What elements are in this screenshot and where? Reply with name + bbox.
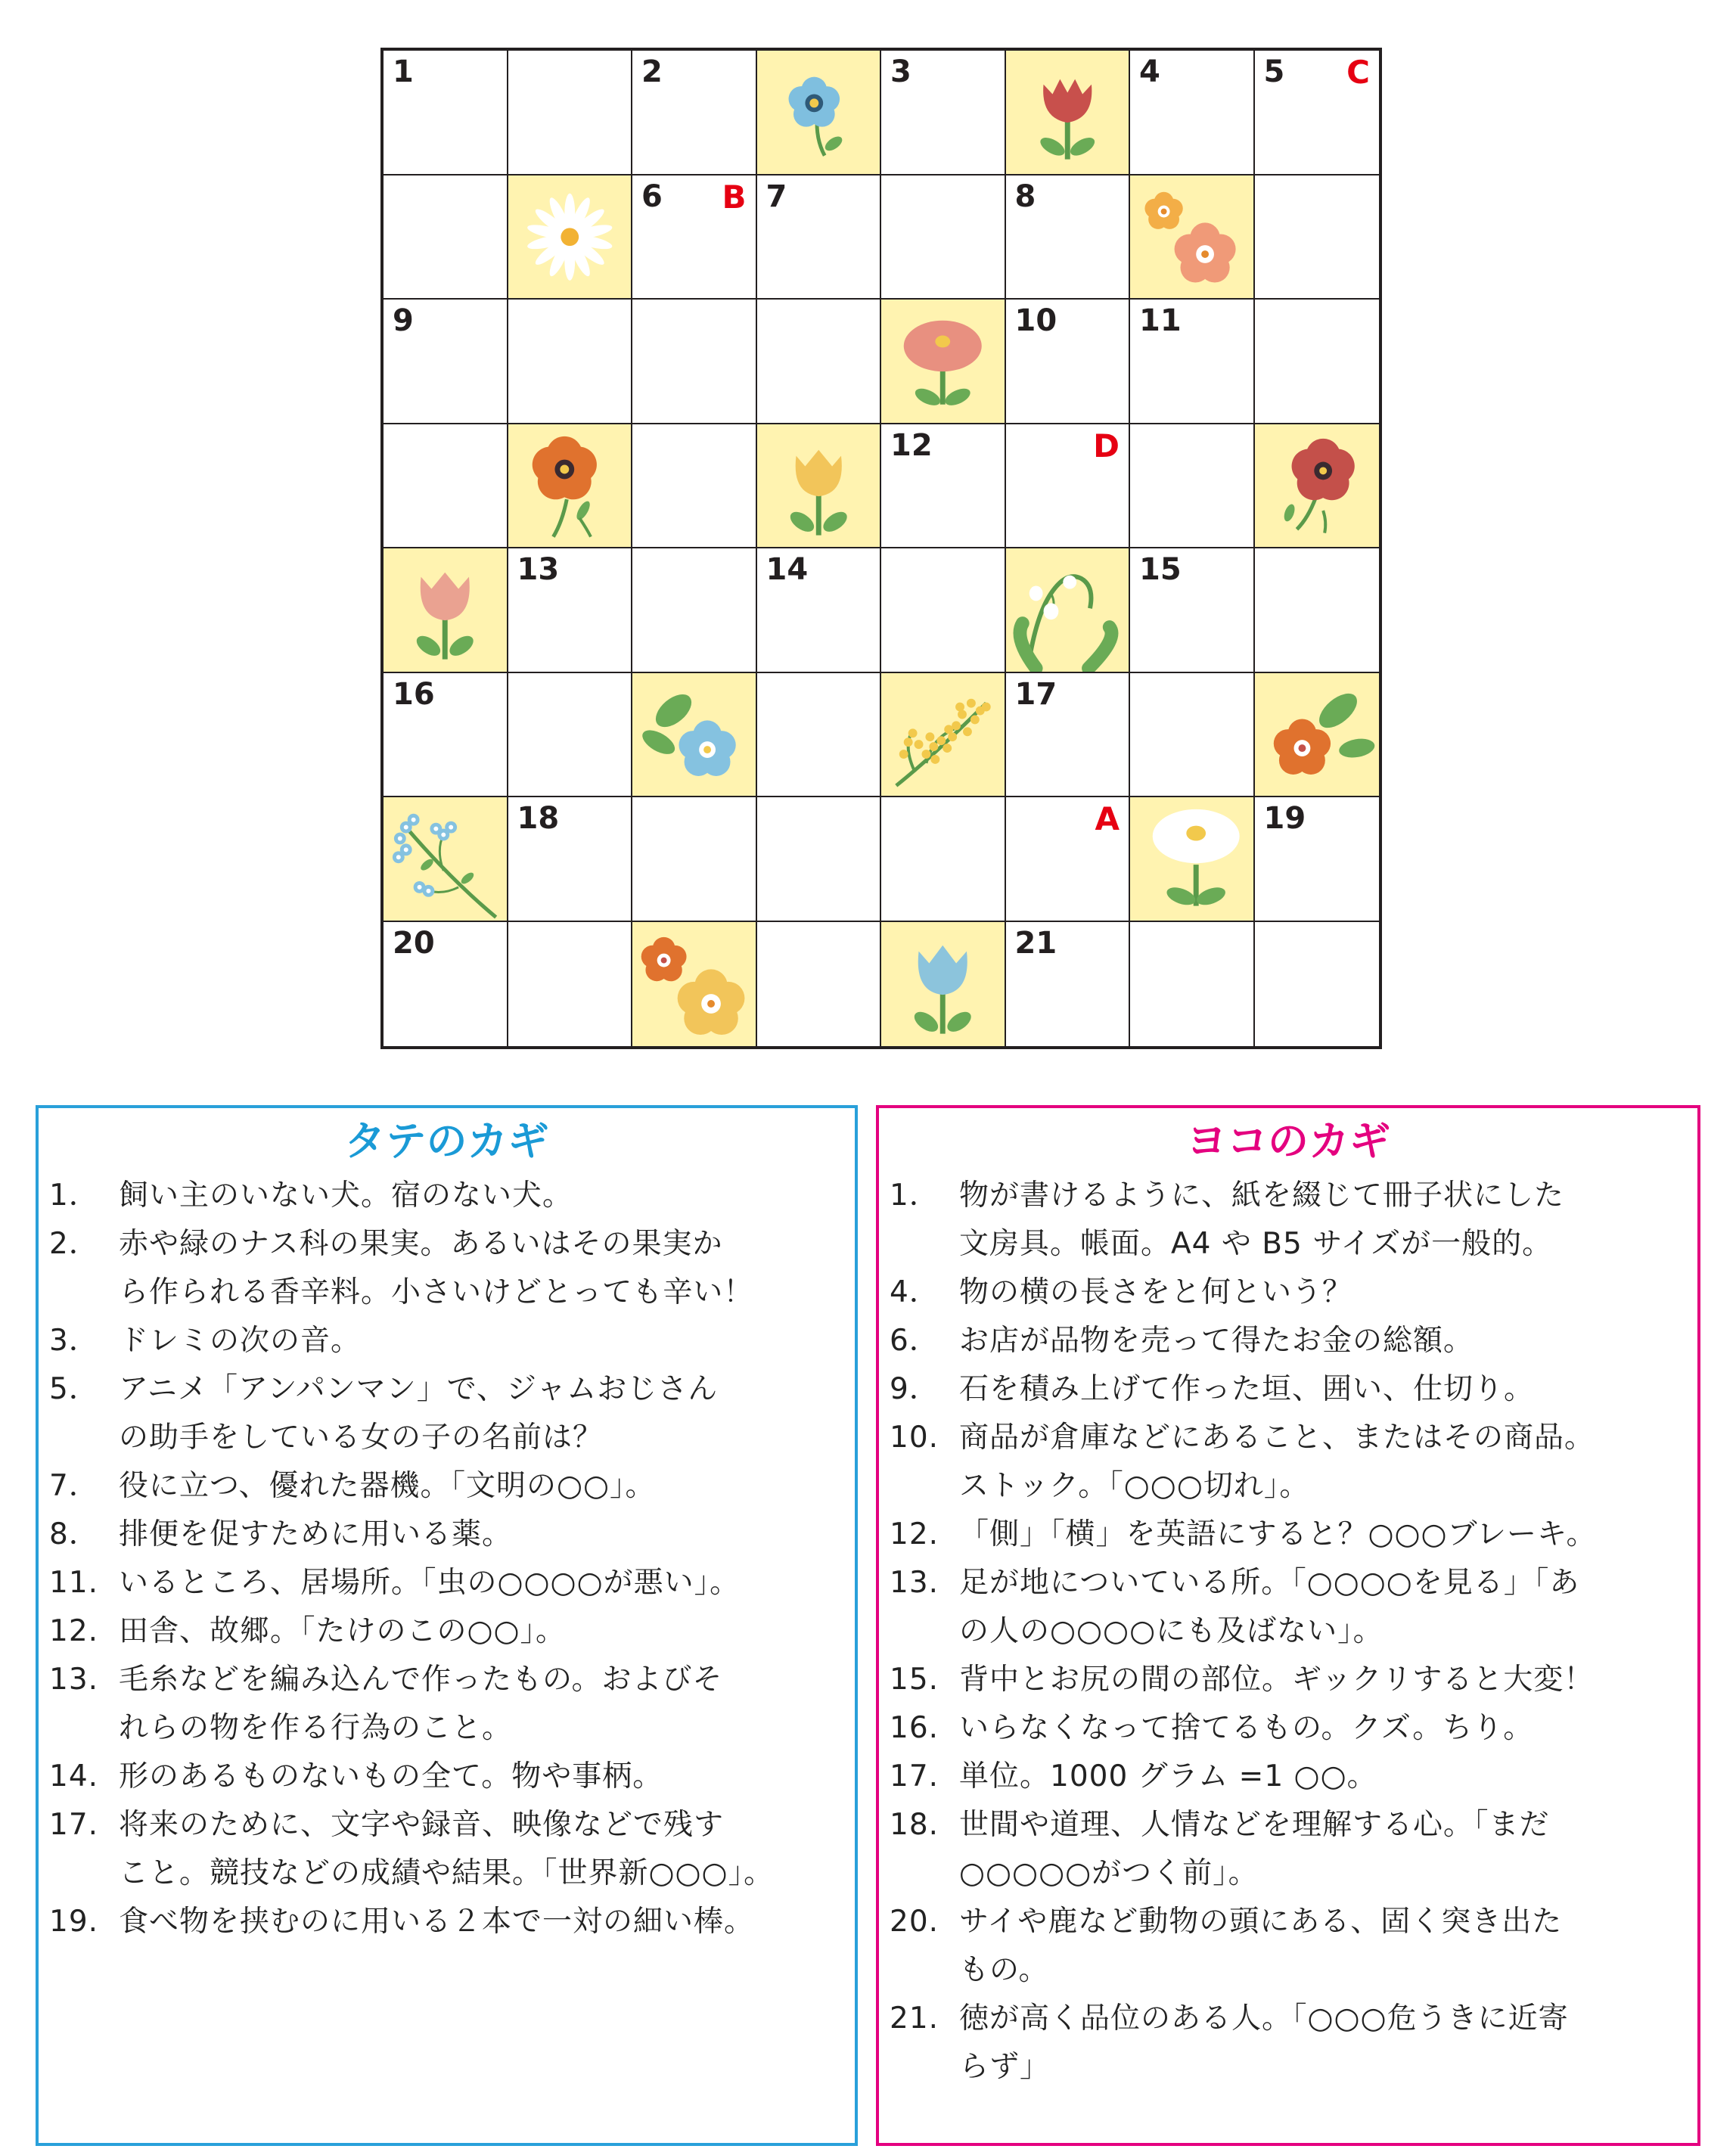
answer-cell[interactable]: [1006, 797, 1131, 922]
block-cell: [757, 424, 882, 549]
block-cell: [1006, 548, 1131, 673]
clue-item: [890, 1898, 1690, 1946]
cell-number: 3: [890, 54, 911, 89]
down-clues-panel: [36, 1105, 858, 2146]
cell-number: 13: [517, 552, 560, 587]
clue-number: 5．: [49, 1372, 99, 1406]
block-cell: [757, 51, 882, 175]
clue-text: らず」: [959, 2050, 1051, 2084]
clue-text: 形のあるものないもの全て。物や事柄。: [119, 1759, 663, 1793]
clue-number: 15.: [890, 1663, 939, 1697]
clue-item: [890, 1414, 1690, 1462]
clue-text: の助手をしている女の子の名前は？: [119, 1421, 604, 1455]
clue-text: 毛糸などを編み込んで作ったもの。およびそ: [119, 1663, 723, 1697]
answer-cell[interactable]: [508, 922, 633, 1047]
clue-text: 世間や道理、人情などを理解する心。「まだ: [959, 1808, 1550, 1842]
answer-cell[interactable]: [881, 797, 1006, 922]
answer-cell[interactable]: [757, 922, 882, 1047]
across-clues-panel: [876, 1105, 1700, 2146]
clue-item: [49, 1511, 847, 1559]
clue-text: 飼い主のいない犬。宿のない犬。: [119, 1178, 573, 1213]
answer-cell[interactable]: [632, 300, 757, 424]
clue-number: 12.: [49, 1614, 99, 1648]
block-cell: [1255, 424, 1380, 549]
clue-text: もの。: [959, 1953, 1049, 1987]
clue-text: こと。競技などの成績や結果。「世界新○○○」。: [119, 1856, 775, 1890]
clue-continuation: [890, 1462, 1690, 1511]
cell-number: 18: [517, 801, 560, 836]
cell-number: 17: [1014, 676, 1057, 712]
clue-text: 赤や緑のナス科の果実。あるいはその果実か: [119, 1227, 723, 1261]
answer-cell[interactable]: [757, 673, 882, 798]
clue-text: ○○○○○がつく前」。: [959, 1856, 1259, 1890]
clue-text: の人の○○○○にも及ばない」。: [959, 1614, 1384, 1648]
answer-cell[interactable]: [1255, 797, 1380, 922]
answer-cell[interactable]: [508, 797, 633, 922]
answer-cell[interactable]: [384, 673, 508, 798]
clue-item: [49, 1172, 847, 1220]
clue-continuation: [49, 1414, 847, 1462]
answer-cell[interactable]: [384, 300, 508, 424]
clue-continuation: [890, 1607, 1690, 1656]
answer-cell[interactable]: [1130, 673, 1255, 798]
cell-number: 4: [1139, 54, 1160, 89]
answer-cell[interactable]: [881, 51, 1006, 175]
crossword-grid: [380, 48, 1382, 1049]
clue-item: [49, 1656, 847, 1704]
clue-number: 1．: [49, 1178, 99, 1213]
clue-text: 排便を促すために用いる薬。: [119, 1517, 513, 1551]
answer-cell[interactable]: [508, 300, 633, 424]
answer-cell[interactable]: [1006, 175, 1131, 300]
answer-letter-mark: A: [1095, 800, 1120, 837]
clue-text: お店が品物を売って得たお金の総額。: [959, 1324, 1474, 1358]
clue-item: [49, 1607, 847, 1656]
clue-text: 役に立つ、優れた器機。「文明の○○」。: [119, 1469, 656, 1503]
clue-number: 3．: [49, 1324, 99, 1358]
clue-number: 4．: [890, 1275, 939, 1309]
clue-number: 1．: [890, 1178, 939, 1213]
clue-text: 石を積み上げて作った垣、囲い、仕切り。: [959, 1372, 1535, 1406]
cell-number: 21: [1014, 925, 1057, 961]
clue-item: [890, 1801, 1690, 1849]
clue-text: ストック。「○○○切れ」。: [959, 1469, 1310, 1503]
clue-number: 10.: [890, 1421, 939, 1455]
clue-continuation: [49, 1849, 847, 1898]
answer-cell[interactable]: [1006, 424, 1131, 549]
cell-number: 2: [641, 54, 663, 89]
answer-cell[interactable]: [1255, 922, 1380, 1047]
clue-item: [890, 1995, 1690, 2043]
clue-text: 食べ物を挟むのに用いる２本で一対の細い棒。: [119, 1905, 755, 1939]
answer-letter-mark: D: [1093, 427, 1120, 464]
cell-number: 5: [1263, 54, 1285, 89]
answer-cell[interactable]: [1255, 175, 1380, 300]
cell-number: 14: [766, 552, 809, 587]
clue-number: [49, 1269, 119, 1317]
clue-text: ドレミの次の音。: [119, 1324, 362, 1358]
clue-item: [890, 1559, 1690, 1607]
block-cell: [881, 300, 1006, 424]
clue-number: [890, 2043, 959, 2091]
clue-item: [49, 1801, 847, 1849]
clue-number: [49, 1704, 119, 1753]
clue-text: 「側」「横」を英語にすると？○○○ブレーキ。: [959, 1517, 1597, 1551]
clue-number: 11.: [49, 1566, 99, 1600]
block-cell: [508, 424, 633, 549]
clue-text: ら作られる香辛料。小さいけどとっても辛い！: [119, 1275, 754, 1309]
clue-text: アニメ「アンパンマン」で、ジャムおじさん: [119, 1372, 719, 1406]
block-cell: [384, 797, 508, 922]
cell-number: 1: [393, 54, 414, 89]
block-cell: [632, 673, 757, 798]
clue-item: [890, 1317, 1690, 1365]
clue-number: 17.: [49, 1808, 99, 1842]
answer-cell[interactable]: [1130, 548, 1255, 673]
clue-number: [890, 1946, 959, 1995]
clue-text: いらなくなって捨てるもの。クズ。ちり。: [959, 1711, 1534, 1745]
clue-text: いるところ、居場所。「虫の○○○○が悪い」。: [119, 1566, 741, 1600]
cell-number: 7: [766, 179, 787, 214]
answer-cell[interactable]: [384, 175, 508, 300]
clue-item: [49, 1317, 847, 1365]
across-clues-list: [890, 1172, 1690, 2091]
clue-item: [49, 1559, 847, 1607]
answer-cell[interactable]: [508, 673, 633, 798]
cell-number: 15: [1139, 552, 1182, 587]
clue-number: [890, 1462, 959, 1511]
answer-cell[interactable]: [1255, 51, 1380, 175]
cell-number: 6: [641, 179, 663, 214]
cell-number: 20: [393, 925, 435, 961]
answer-cell[interactable]: [384, 424, 508, 549]
clue-number: 20.: [890, 1905, 939, 1939]
clue-text: 物の横の長さをと何という？: [959, 1275, 1353, 1309]
clue-number: [890, 1849, 959, 1898]
block-cell: [508, 175, 633, 300]
clue-number: 13.: [49, 1663, 99, 1697]
clue-number: 9．: [890, 1372, 939, 1406]
answer-cell[interactable]: [1130, 922, 1255, 1047]
answer-letter-mark: B: [722, 178, 747, 216]
clue-number: 14.: [49, 1759, 99, 1793]
clue-number: 16.: [890, 1711, 939, 1745]
clue-item: [890, 1704, 1690, 1753]
clue-number: [49, 1414, 119, 1462]
clue-number: 6．: [890, 1324, 939, 1358]
clue-item: [890, 1656, 1690, 1704]
cell-number: 16: [393, 676, 435, 712]
clue-continuation: [890, 1220, 1690, 1269]
clue-number: 8．: [49, 1517, 99, 1551]
answer-cell[interactable]: [1255, 300, 1380, 424]
clue-continuation: [890, 1946, 1690, 1995]
block-cell: [881, 673, 1006, 798]
clue-number: 12.: [890, 1517, 939, 1551]
clue-item: [890, 1365, 1690, 1414]
answer-cell[interactable]: [632, 548, 757, 673]
cell-number: 8: [1014, 179, 1036, 214]
answer-cell[interactable]: [1255, 548, 1380, 673]
clue-number: [890, 1607, 959, 1656]
block-cell: [632, 922, 757, 1047]
answer-cell[interactable]: [881, 424, 1006, 549]
clue-number: 17.: [890, 1759, 939, 1793]
clue-item: [890, 1172, 1690, 1220]
clue-text: 田舎、故郷。「たけのこの○○」。: [119, 1614, 567, 1648]
block-cell: [881, 922, 1006, 1047]
answer-cell[interactable]: [757, 175, 882, 300]
block-cell: [384, 548, 508, 673]
answer-cell[interactable]: [757, 548, 882, 673]
clue-number: 19.: [49, 1905, 99, 1939]
clue-number: 18.: [890, 1808, 939, 1842]
answer-cell[interactable]: [632, 424, 757, 549]
clue-text: 将来のために、文字や録音、映像などで残す: [119, 1808, 725, 1842]
clue-number: 21.: [890, 2001, 939, 2036]
clue-item: [49, 1753, 847, 1801]
block-cell: [1006, 51, 1131, 175]
clue-item: [49, 1898, 847, 1946]
answer-cell[interactable]: [881, 175, 1006, 300]
block-cell: [1130, 797, 1255, 922]
answer-cell[interactable]: [1130, 51, 1255, 175]
clue-text: 商品が倉庫などにあること、またはその商品。: [959, 1421, 1595, 1455]
cell-number: 10: [1014, 303, 1057, 338]
cell-number: 19: [1263, 801, 1306, 836]
answer-cell[interactable]: [632, 175, 757, 300]
answer-cell[interactable]: [632, 797, 757, 922]
answer-cell[interactable]: [1006, 300, 1131, 424]
across-clues-title: ヨコのカギ: [1186, 1117, 1390, 1165]
block-cell: [1130, 175, 1255, 300]
clue-text: れらの物を作る行為のこと。: [119, 1711, 513, 1745]
cell-number: 9: [393, 303, 414, 338]
clue-number: [49, 1849, 119, 1898]
answer-cell[interactable]: [384, 922, 508, 1047]
clue-number: [890, 1220, 959, 1269]
cell-number: 11: [1139, 303, 1182, 338]
clue-text: 物が書けるように、紙を綴じて冊子状にした: [959, 1178, 1565, 1213]
clue-continuation: [49, 1269, 847, 1317]
answer-cell[interactable]: [1130, 300, 1255, 424]
clue-continuation: [49, 1704, 847, 1753]
answer-cell[interactable]: [508, 51, 633, 175]
answer-cell[interactable]: [384, 51, 508, 175]
answer-cell[interactable]: [757, 797, 882, 922]
clue-number: 7．: [49, 1469, 99, 1503]
answer-letter-mark: C: [1346, 54, 1370, 91]
cell-number: 12: [890, 427, 933, 463]
clue-text: 単位。1000 グラム =1 ○○。: [959, 1759, 1377, 1793]
clue-continuation: [890, 2043, 1690, 2091]
clue-text: 文房具。帳面。A4 や B5 サイズが一般的。: [959, 1227, 1553, 1261]
down-clues-list: [49, 1172, 847, 1946]
clue-text: サイや鹿など動物の頭にある、固く突き出た: [959, 1905, 1563, 1939]
answer-cell[interactable]: [1130, 424, 1255, 549]
clue-text: 背中とお尻の間の部位。ギックリすると大変！: [959, 1663, 1595, 1697]
clue-text: 徳が高く品位のある人。「○○○危うきに近寄: [959, 2001, 1569, 2036]
answer-cell[interactable]: [1006, 922, 1131, 1047]
answer-cell[interactable]: [757, 300, 882, 424]
clue-continuation: [890, 1849, 1690, 1898]
down-clues-title: タテのカギ: [344, 1117, 549, 1165]
clue-item: [890, 1269, 1690, 1317]
answer-cell[interactable]: [881, 548, 1006, 673]
answer-cell[interactable]: [1006, 673, 1131, 798]
block-cell: [1255, 673, 1380, 798]
clue-number: 13.: [890, 1566, 939, 1600]
clue-item: [890, 1511, 1690, 1559]
clue-item: [49, 1220, 847, 1269]
clue-text: 足が地についている所。「○○○○を見る」「あ: [959, 1566, 1580, 1600]
clue-item: [49, 1462, 847, 1511]
clue-number: 2．: [49, 1227, 99, 1261]
clue-item: [49, 1365, 847, 1414]
answer-cell[interactable]: [632, 51, 757, 175]
clue-item: [890, 1753, 1690, 1801]
answer-cell[interactable]: [508, 548, 633, 673]
